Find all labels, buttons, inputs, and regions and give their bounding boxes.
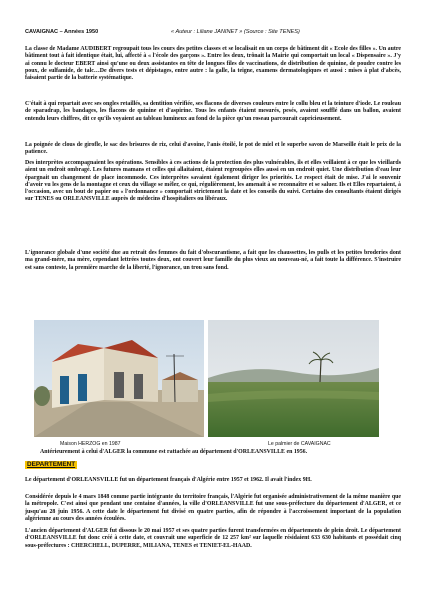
section-title-departement: DEPARTEMENT <box>27 461 76 468</box>
caption-maison-herzog: Maison HERZOG en 1987 <box>60 441 121 447</box>
photo-maison-herzog <box>34 320 204 437</box>
header-title: CAVAIGNAC – Années 1950 <box>25 29 99 35</box>
paragraph-interpreters: Des interprètes accompagnaient les opérations. Sensibles à ces actions de la protection des plus vulnérables, ils et elles veillaient à ce que les vieillards aient un endroit ombragé. Les futures mamans et celles qui allaitaient, étaient regroupées elles aussi en un endroit quiet. Une distribution d'eau leur épargnait un changement de place incommode. Ces interprètes savaient également diriger les priorités. Le respect était de mise. J'ai le souvenir d'avoir vu les gens de la montagne et ceux du village se mêler, ce qui, régulièrement, les amenait à se reconnaître et se saluer. Ils et Elles repartaient, à l'occasion, avec un bout de papier ou « l'ordonnance » comportait strictement la date et les conseils du suivi. Certains des consultants étaient dirigés sur TENES ou ORLEANSVILLE auprès de médecins d'hospitaliers ou libéraux. <box>25 160 401 203</box>
paragraph-dept-creation: L'ancien département d'ALGER fut dissous le 20 mai 1957 et ses quatre parties furent transformées en départements de plein droit. Le département d'ORLEANSVILLE fut donc créé à cette date, et couvrait une superficie de 12 257 km² sur laquelle résidaient 633 630 habitants et possédait cinq sous-préfectures : CHERCHELL, DUPERRE, MILIANA, TENES et TENIET-EL-HAAD. <box>25 528 401 549</box>
caption-palmier-cavaignac: Le palmier de CAVAIGNAC <box>268 441 331 447</box>
header-source: « Auteur : Liliane JANINET » (Source : Site TENES) <box>171 29 300 35</box>
paragraph-health-checks: C'était à qui repartait avec ses ongles retaillés, sa dentition vérifiée, ses flacons de diverses couleurs entre le collu bleu et la teinture d'iode. Le rouleau de sparadrap, les bandages, les flacons de quinine et d'aspirine. Tous les enfants étaient mesurés, pesés, avaient soufflé dans un ballon, avaient entendu leurs chiffres, dit ce qu'ils voyaient au tableau lumineux au fond de la pièce qu'un roseau parcourait capricieusement. <box>25 101 401 122</box>
paragraph-dept-intro: Le département d'ORLEANSVILLE fut un département français d'Algérie entre 1957 et 1962. Il avait l'index 9H. <box>25 477 312 483</box>
paragraph-patience: La poignée de clous de girofle, le sac des brisures de riz, celui d'avoine, l'anis étoilé, le pot de miel et le superbe savon de Marseille était le prix de la patience. <box>25 142 401 156</box>
page-header <box>25 29 405 39</box>
photo-palmier-cavaignac <box>208 320 379 437</box>
paragraph-school: La classe de Madame AUDIBERT regroupait tous les cours des petites classes et se localisait en un corps de bâtiment dit « Ecole des filles ». Un autre bâtiment tout à fait identique était, lui, affecté à « l'école des garçons ». Entre les deux, trônait la Mairie qui comportait un local « Dispensaire ». J'y ai connu le docteur EBERT ainsi qu'une ou deux assistantes en tête de longues files de vaccinations, de distribution de quinine, de poudre contre les poux, de sulfamide, de talc…De divers tests et dépistages, entre autre : la galle, la teigne, examens dermatologiques et aussi : mises à plat d'abcès, faisaient partie de la batterie systématique. <box>25 46 401 82</box>
paragraph-ignorance: L'ignorance globale d'une société due au retrait des femmes du fait d'obscurantisme, a fait que les chaussettes, les pulls et les petites broderies dont ma grand-mère, ma mère, cependant lettrées toutes deux, ont couvert leur famille du plus vieux au nouveau-né, a fait toute la différence. S'instruire est sans conteste, la première marche de la liberté, l'ignorance, un trou sans fond. <box>25 250 401 271</box>
paragraph-dept-history: Considérée depuis le 4 mars 1848 comme partie intégrante du territoire français, l'Algérie fut organisée administrativement de la même manière que la métropole. C'est ainsi que pendant une centaine d'années, la ville d'ORLEANSVILLE fut une sous-préfecture du département d'ALGER, et ce jusqu'au 28 juin 1956. A cette date le département fut divisé en quatre parties, afin de répondre à l'accroissement important de la population algérienne au cours des années écoulées. <box>25 494 401 522</box>
paragraph-rattachement: Antérieurement à celui d'ALGER la commune est rattachée au département d'ORLEANSVILLE en 1956. <box>40 449 308 455</box>
